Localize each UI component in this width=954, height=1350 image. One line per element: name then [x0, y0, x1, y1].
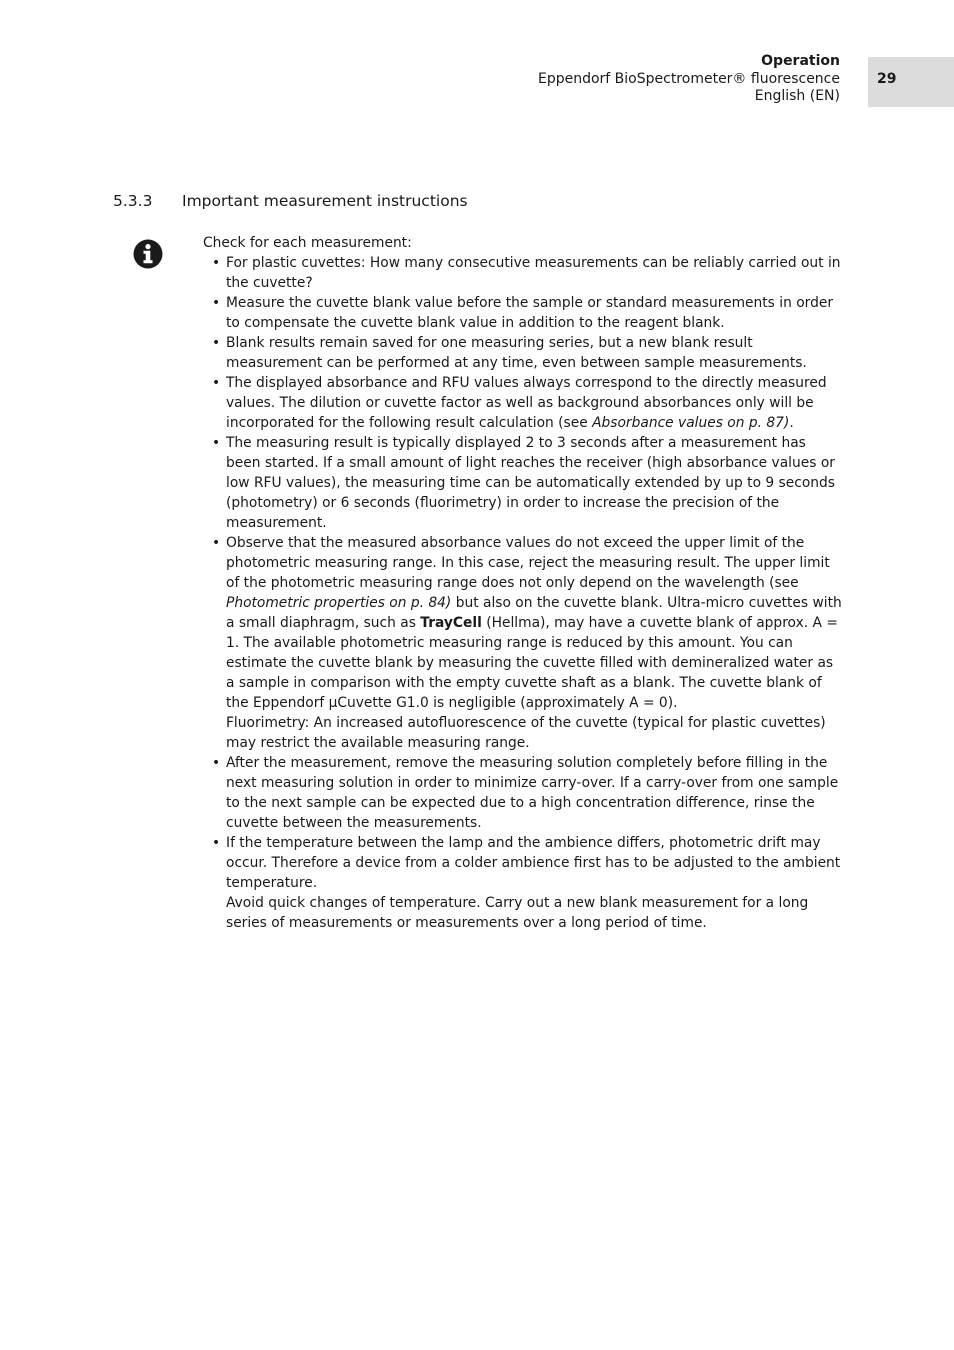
- list-item-text: Measure the cuvette blank value before the sample or standard measurements in order to compensate the cuvette blank value in addition to the reagent blank.: [226, 295, 833, 331]
- cross-reference-link[interactable]: Absorbance values on p. 87): [592, 415, 790, 431]
- list-item-paragraph: Fluorimetry: An increased autofluorescence of the cuvette (typical for plastic cuvettes) may restrict the available measuring range.: [226, 715, 826, 751]
- list-item-text: (Hellma), may have a cuvette blank of approx. A = 1. The available photometric measuring range is reduced by this amount. You can estimate the cuvette blank by measuring the cuvette filled with demineralized water as a sample in comparison with the empty cuvette shaft as a blank. The cuvette blank of the Eppendorf µCuvette G1.0 is negligible (approximately A = 0).: [226, 615, 838, 711]
- section-number: 5.3.3: [113, 192, 153, 210]
- page-number-tab: [868, 57, 954, 107]
- cross-reference-link[interactable]: Photometric properties on p. 84): [226, 595, 452, 611]
- header-section: Operation: [761, 53, 840, 69]
- list-item-text: For plastic cuvettes: How many consecutive measurements can be reliably carried out in the cuvette?: [226, 255, 841, 291]
- list-item: [203, 833, 843, 933]
- instructions-body: [203, 233, 843, 933]
- list-item: [203, 293, 843, 333]
- list-item-paragraph: [226, 533, 843, 713]
- list-item-text: Observe that the measured absorbance values do not exceed the upper limit of the photometric measuring range. In this case, reject the measuring result. The upper limit of the photometric measuring range does not only depend on the wavelength (see: [226, 535, 830, 591]
- list-item: [203, 253, 843, 293]
- list-item-text: .: [789, 415, 794, 431]
- list-item-text: The displayed absorbance and RFU values always correspond to the directly measured values. The dilution or cuvette factor as well as background absorbances only will be incorporated for the following result calculation (see: [226, 375, 827, 431]
- list-item: [203, 333, 843, 373]
- page-number: 29: [877, 71, 897, 87]
- list-item: [203, 533, 843, 753]
- list-item: [203, 433, 843, 533]
- list-item: [203, 753, 843, 833]
- info-icon: [133, 239, 163, 269]
- header-language: English (EN): [754, 88, 840, 104]
- section-heading: [113, 192, 468, 210]
- list-item-paragraph: Avoid quick changes of temperature. Carry out a new blank measurement for a long series of measurements or measurements over a long period of time.: [226, 895, 809, 931]
- list-item-text: Blank results remain saved for one measuring series, but a new blank result measurement can be performed at any time, even between sample measurements.: [226, 335, 807, 371]
- header-product: Eppendorf BioSpectrometer® fluorescence: [537, 70, 840, 87]
- list-item-paragraph: • If the temperature between the lamp and the ambience differs, photometric drift may occur. Therefore a device from a colder ambience first has to be adjusted to the ambient temperature.: [226, 835, 841, 891]
- list-item: [203, 373, 843, 433]
- instructions-list: [203, 253, 843, 933]
- product-name: TrayCell: [420, 615, 482, 631]
- list-item-text: The measuring result is typically displayed 2 to 3 seconds after a measurement has been started. If a small amount of light reaches the receiver (high absorbance values or low RFU values), the measuring time can be automatically extended by up to 9 seconds (photometry) or 6 seconds (fluorimetry) in order to increase the precision of the measurement.: [226, 435, 835, 531]
- section-title: Important measurement instructions: [182, 192, 468, 210]
- intro-text: Check for each measurement:: [203, 235, 412, 251]
- list-item-text: but also on the cuvette blank. Ultra-micro cuvettes with a small diaphragm, such as: [226, 595, 842, 631]
- running-header: [538, 53, 840, 106]
- list-item-text: After the measurement, remove the measuring solution completely before filling in the next measuring solution in order to minimize carry-over. If a carry-over from one sample to the next sample can be expected due to a high concentration difference, rinse the cuvette between the measurements.: [226, 755, 839, 831]
